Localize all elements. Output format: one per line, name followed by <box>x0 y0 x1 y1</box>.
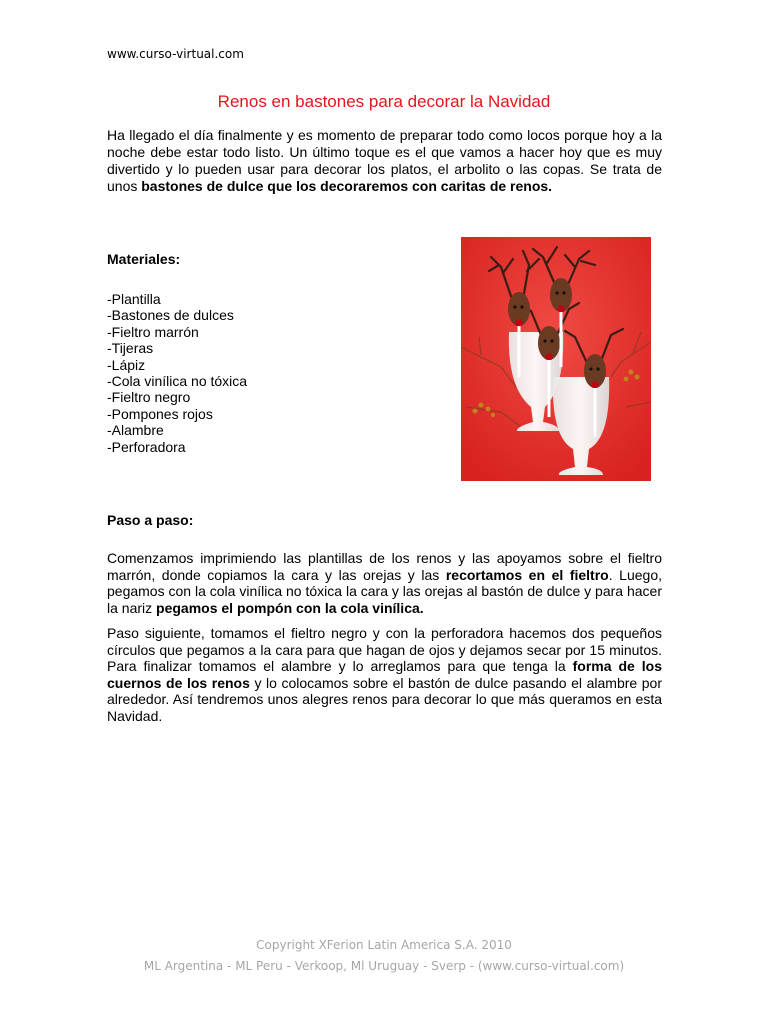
material-item: -Tijeras <box>107 340 154 357</box>
material-item: -Plantilla <box>107 291 161 307</box>
step2-text-a: Paso siguiente, tomamos el fieltro negro y con la perforadora hacemos dos pequeños círculos que pegamos a la cara para que hagan de ojos y dejamos secar por 15 minutos. Para finalizar tomamos el alambre y lo arreglamos para que tenga la <box>107 625 662 674</box>
materials-heading: Materiales: <box>107 251 181 267</box>
material-item: -Fieltro marrón <box>107 323 199 340</box>
step1-bold-d: pegamos el pompón con la cola vinílica. <box>156 599 424 616</box>
material-item: -Alambre <box>107 422 164 439</box>
material-item: -Pompones rojos <box>107 405 213 422</box>
step-paragraph-1 <box>107 550 662 616</box>
steps-heading: Paso a paso: <box>107 512 194 528</box>
footer-sites: ML Argentina - ML Peru - Verkoop, Ml Uruguay - Sverp - (www.curso-virtual.com) <box>143 959 625 973</box>
step-paragraph-2 <box>107 625 662 724</box>
material-item: -Fieltro negro <box>107 389 191 406</box>
step2-bold-b: forma de los cuernos de los renos <box>107 658 662 691</box>
materials-list <box>107 291 247 455</box>
step2-text-c: y lo colocamos sobre el bastón de dulce pasando el alambre por alrededor. Así tendremos unos alegres renos para decorar lo que más queramos en esta Navidad. <box>107 674 662 724</box>
article-title: Renos en bastones para decorar la Navidad <box>217 92 551 111</box>
step1-text-a: Comenzamos imprimiendo las plantillas de los renos y las apoyamos sobre el fieltro marrón, donde copiamos la cara y las orejas y las <box>107 550 662 583</box>
reindeer-candy-cane-photo <box>461 237 651 481</box>
material-item: -Cola vinílica no tóxica <box>107 373 248 390</box>
step1-bold-b: recortamos en el fieltro <box>445 566 609 583</box>
intro-bold-text: bastones de dulce que los decoraremos con caritas de renos. <box>141 178 553 194</box>
site-url: www.curso-virtual.com <box>107 47 244 61</box>
intro-paragraph <box>107 127 662 195</box>
step1-text-c: . Luego, pegamos con la cola vinílica no tóxica la cara y las orejas al bastón de dulce y para hacer la nariz <box>107 566 662 616</box>
material-item: -Perforadora <box>107 438 186 455</box>
footer-copyright: Copyright XFerion Latin America S.A. 2010 <box>256 938 512 952</box>
intro-text: Ha llegado el día finalmente y es momento de preparar todo como locos porque hoy a la noche debe estar todo listo. Un último toque es el que vamos a hacer hoy que es muy divertido y lo pueden usar para decorar los platos, el arbolito o las copas. Se trata de unos <box>107 127 662 194</box>
material-item: -Bastones de dulces <box>107 307 234 324</box>
material-item: -Lápiz <box>107 356 146 373</box>
